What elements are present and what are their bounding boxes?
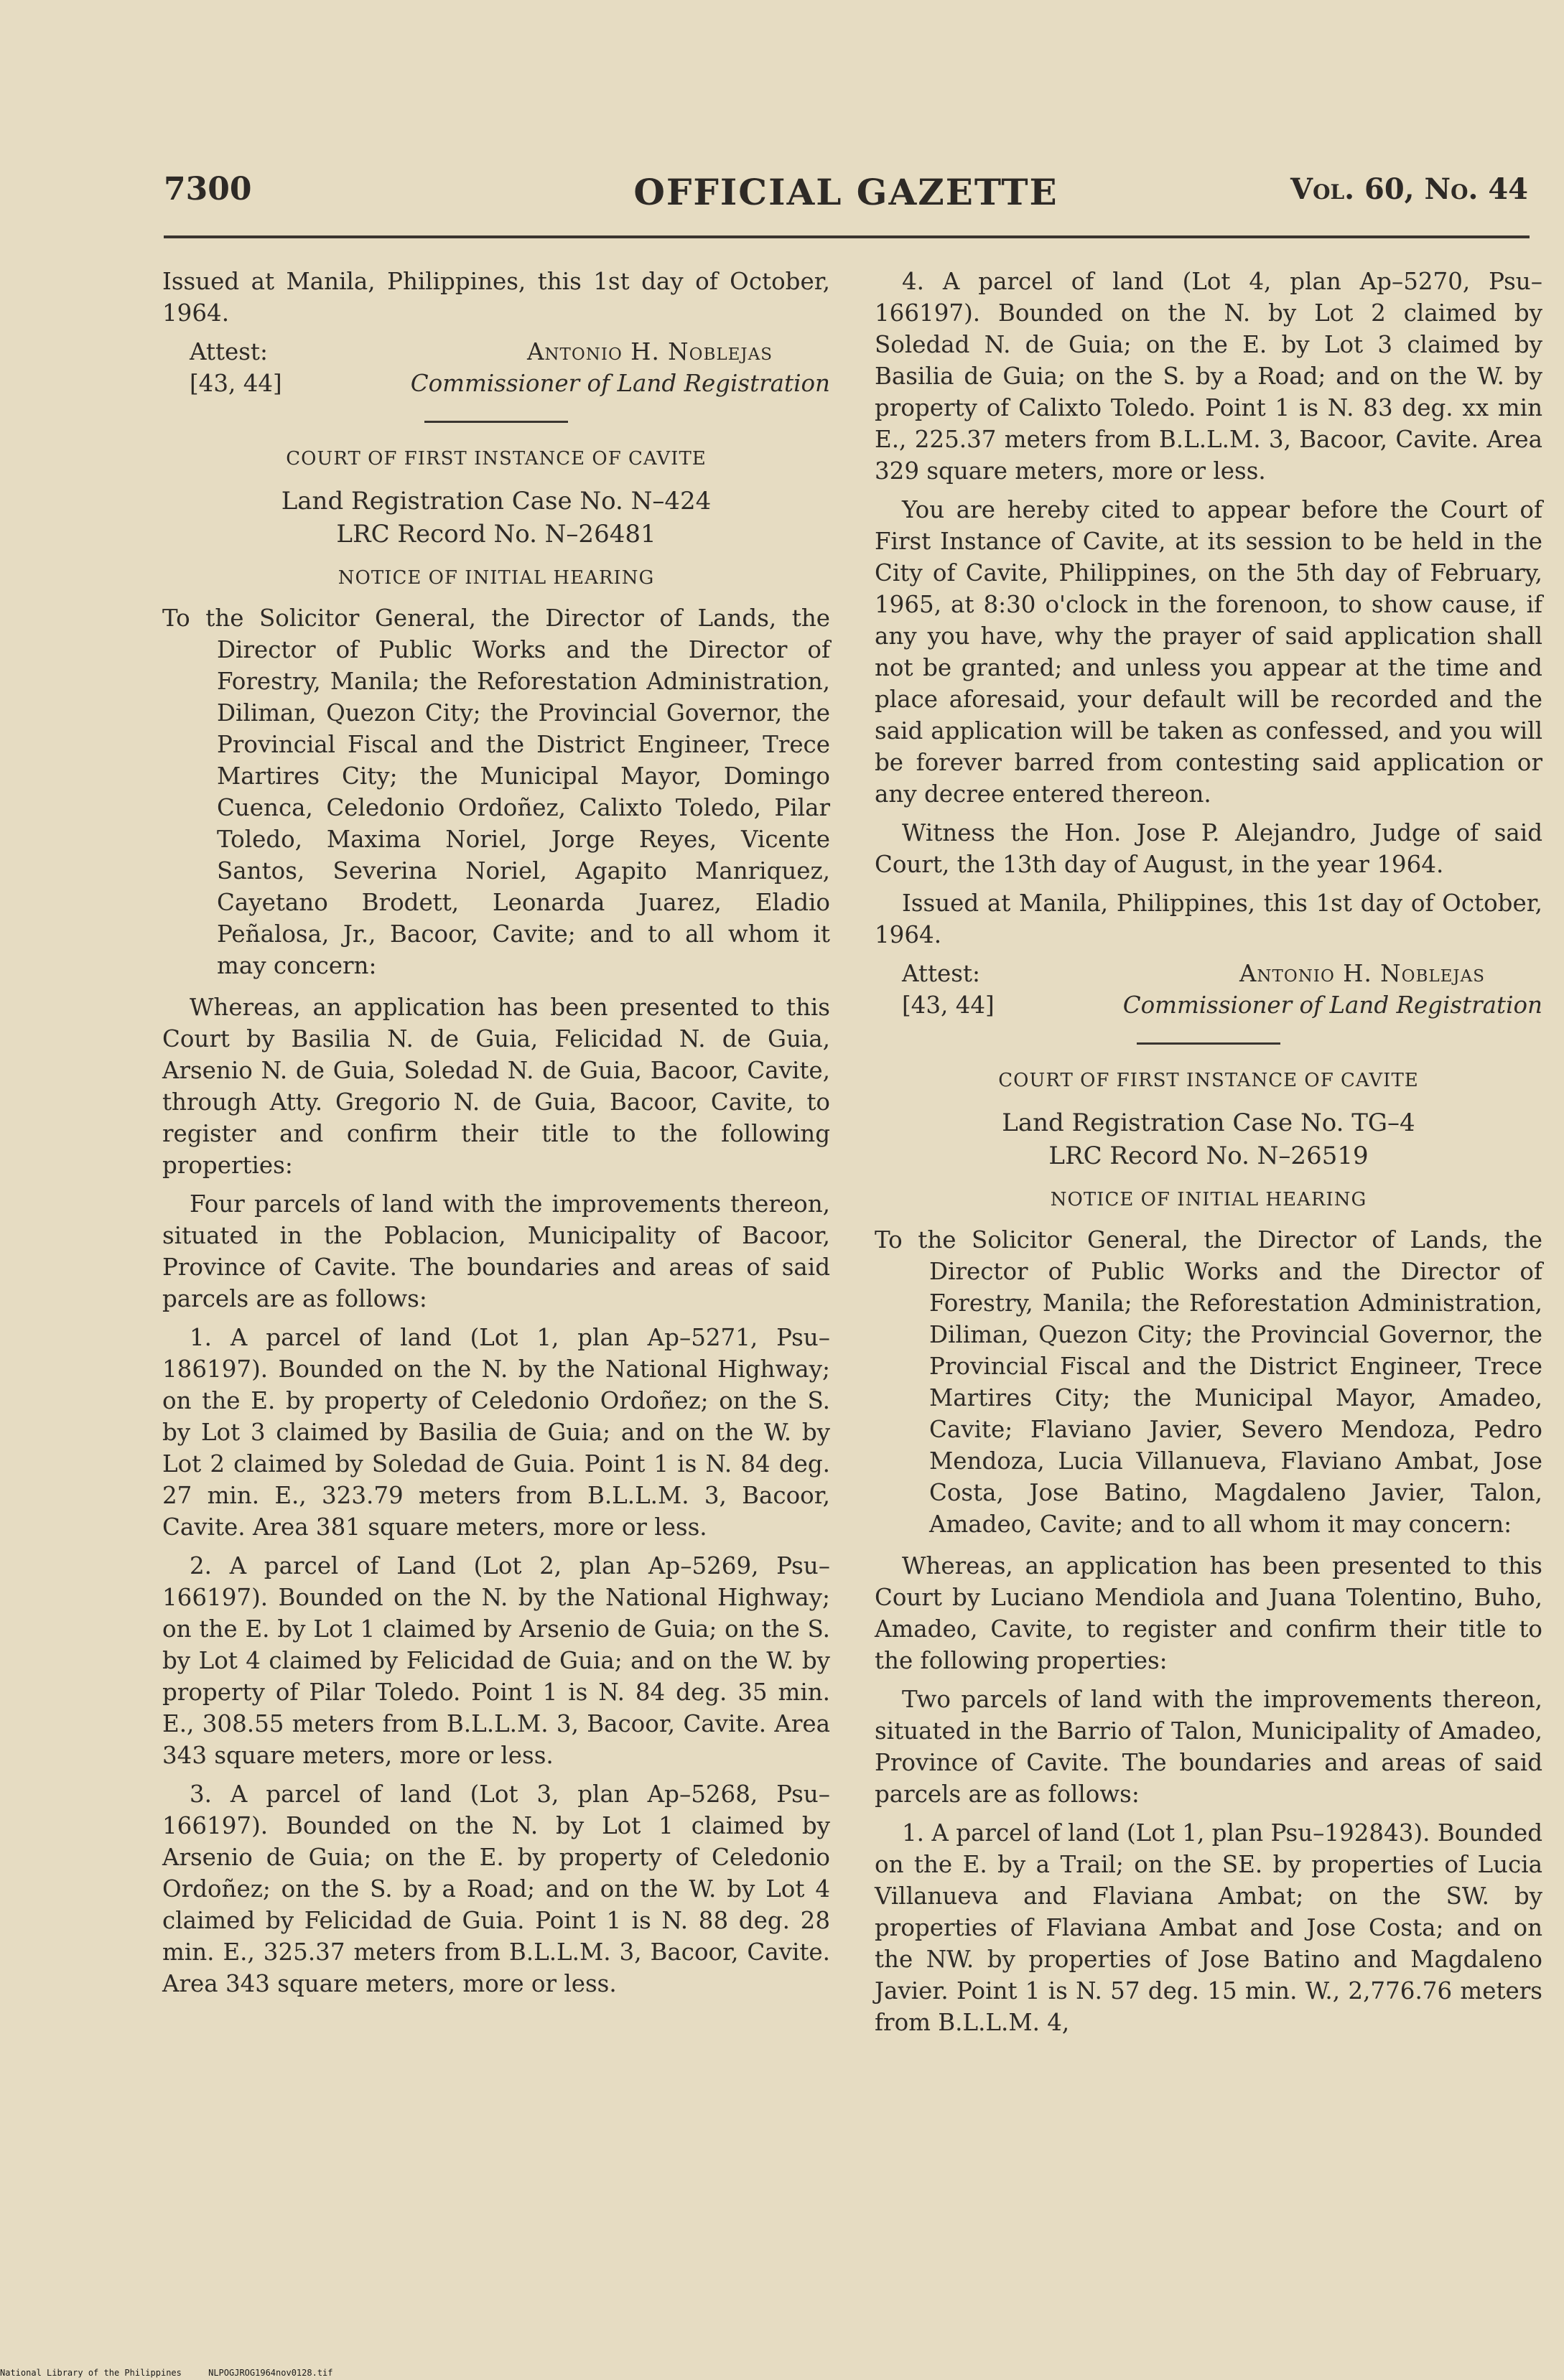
record-number: LRC Record No. N–26481 (336, 520, 656, 549)
attest-name-2: Antonio H. Noblejas (1239, 960, 1485, 987)
section-divider-2 (1137, 1042, 1280, 1045)
parcel-3: 3. A parcel of land (Lot 3, plan Ap–5268, Psu–166197). Bounded on the N. by Lot 1 claimed by Arsenio de Guia; on the E. by property of Celedonio Ordoñez; on the S. by a Road; and on the W. by Lot 4 claimed by Felicidad de Guia. Point 1 is N. 88 deg. 28 min. E., 325.37 meters from B.L.L.M. 3, Bacoor, Cavite. Area 343 square meters, more or less. (162, 1781, 830, 1997)
header-rule (164, 235, 1530, 238)
parcel-2: 2. A parcel of Land (Lot 2, plan Ap–5269, Psu–166197). Bounded on the N. by the National Highway; on the E. by Lot 1 claimed by Arsenio de Guia; on the S. by Lot 4 claimed by Felicidad de Guia; and on the W. by property of Pilar Toledo. Point 1 is N. 84 deg. 35 min. E., 308.55 meters from B.L.L.M. 3, Bacoor, Cavite. Area 343 square meters, more or less. (162, 1552, 830, 1769)
section-divider (424, 421, 568, 423)
right-column (875, 266, 1542, 2045)
issued-statement-2: Issued at Manila, Philippines, this 1st day of October, 1964. (875, 890, 1542, 948)
parcel-1-talon: 1. A parcel of land (Lot 1, plan Psu–192843). Bounded on the E. by a Trail; on the SE. by properties of Lucia Villanueva and Flaviana Ambat; on the SW. by properties of Flaviana Ambat and Jose Costa; and on the NW. by properties of Jose Batino and Magdaleno Javier. Point 1 is N. 57 deg. 15 min. W., 2,776.76 meters from B.L.L.M. 4, (875, 1819, 1542, 2036)
attest-label: Attest: (190, 338, 268, 365)
case-number: Land Registration Case No. N–424 (281, 487, 712, 515)
attest-ref-2: [43, 44] (902, 991, 995, 1019)
parcel-1: 1. A parcel of land (Lot 1, plan Ap–5271, Psu–186197). Bounded on the N. by the National Highway; on the E. by property of Celedonio Ordoñez; on the S. by Lot 3 claimed by Basilia de Guia; and on the W. by Lot 2 claimed by Soledad de Guia. Point 1 is N. 84 deg. 27 min. E., 323.79 meters from B.L.L.M. 3, Bacoor, Cavite. Area 381 square meters, more or less. (162, 1324, 830, 1541)
case-number-2: Land Registration Case No. TG–4 (1002, 1109, 1415, 1137)
issued-statement: Issued at Manila, Philippines, this 1st day of October, 1964. (162, 268, 830, 327)
addressees-2: To the Solicitor General, the Director of Lands, the Director of Public Works and the Director of Forestry, Manila; the Reforestation Administration, Diliman, Quezon City; the Provincial Governor, the Provincial Fiscal and the District Engineer, Trece Martires City; the Municipal Mayor, Amadeo, Cavite; Flaviano Javier, Severo Mendoza, Pedro Mendoza, Lucia Villanueva, Flaviano Ambat, Jose Costa, Jose Batino, Magdaleno Javier, Talon, Amadeo, Cavite; and to all whom it may concern: (875, 1226, 1542, 1538)
parcels-intro: Four parcels of land with the improvements thereon, situated in the Poblacion, Municipality of Bacoor, Province of Cavite. The boundaries and areas of said parcels are as follows: (162, 1190, 830, 1312)
attest-block (190, 336, 830, 399)
attest-title: Commissioner of Land Registration (410, 370, 830, 397)
parcels-intro-2: Two parcels of land with the improvements thereon, situated in the Barrio of Talon, Municipality of Amadeo, Province of Cavite. The boundaries and areas of said parcels are as follows: (875, 1686, 1542, 1808)
page-header (164, 171, 1528, 221)
whereas-paragraph: Whereas, an application has been presented to this Court by Basilia N. de Guia, Felicidad N. de Guia, Arsenio N. de Guia, Soledad N. de Guia, Bacoor, Cavite, through Atty. Gregorio N. de Guia, Bacoor, Cavite, to register and confirm their title to the following properties: (162, 994, 830, 1179)
notice-heading-2: NOTICE OF INITIAL HEARING (1050, 1189, 1367, 1210)
volume-number: Vol. 60, No. 44 (1290, 172, 1528, 206)
whereas-paragraph-2: Whereas, an application has been presented to this Court by Luciano Mendiola and Juana Tolentino, Buho, Amadeo, Cavite, to register and confirm their title to the following properties: (875, 1552, 1542, 1674)
parcel-4: 4. A parcel of land (Lot 4, plan Ap–5270, Psu–166197). Bounded on the N. by Lot 2 claimed by Soledad N. de Guia; on the E. by Lot 3 claimed by Basilia de Guia; on the S. by a Road; and on the W. by property of Calixto Toledo. Point 1 is N. 83 deg. xx min E., 225.37 meters from B.L.L.M. 3, Bacoor, Cavite. Area 329 square meters, more or less. (875, 268, 1542, 485)
addressees: To the Solicitor General, the Director of Lands, the Director of Public Works and the Director of Forestry, Manila; the Reforestation Administration, Diliman, Quezon City; the Provincial Governor, the Provincial Fiscal and the District Engineer, Trece Martires City; the Municipal Mayor, Domingo Cuenca, Celedonio Ordoñez, Calixto Toledo, Pilar Toledo, Maxima Noriel, Jorge Reyes, Vicente Santos, Severina Noriel, Agapito Manriquez, Cayetano Brodett, Leonarda Juarez, Eladio Peñalosa, Jr., Bacoor, Cavite; and to all whom it may concern: (162, 605, 830, 979)
footer-library: National Library of the Philippines (0, 2368, 182, 2378)
court-heading: COURT OF FIRST INSTANCE OF CAVITE (286, 448, 707, 470)
attest-block-2 (902, 958, 1542, 1021)
attest-label-2: Attest: (902, 960, 980, 987)
notice-heading: NOTICE OF INITIAL HEARING (338, 567, 655, 589)
scan-footer (0, 2368, 355, 2378)
footer-file: NLPOGJROG1964nov0128.tif (208, 2368, 333, 2378)
publication-title: OFFICIAL GAZETTE (633, 171, 1058, 213)
left-column (162, 266, 830, 2007)
page-number: 7300 (164, 171, 252, 207)
attest-name: Antonio H. Noblejas (526, 338, 773, 365)
attest-ref: [43, 44] (190, 370, 282, 397)
court-heading-2: COURT OF FIRST INSTANCE OF CAVITE (998, 1070, 1419, 1091)
record-number-2: LRC Record No. N–26519 (1048, 1142, 1369, 1170)
citation-paragraph: You are hereby cited to appear before the Court of First Instance of Cavite, at its session to be held in the City of Cavite, Philippines, on the 5th day of February, 1965, at 8:30 o'clock in the forenoon, to show cause, if any you have, why the prayer of said application shall not be granted; and unless you appear at the time and place aforesaid, your default will be recorded and the said application will be taken as confessed, and you will be forever barred from contesting said application or any decree entered thereon. (875, 496, 1542, 808)
attest-title-2: Commissioner of Land Registration (1122, 991, 1542, 1019)
witness-paragraph: Witness the Hon. Jose P. Alejandro, Judge of said Court, the 13th day of August, in the year 1964. (875, 819, 1542, 878)
